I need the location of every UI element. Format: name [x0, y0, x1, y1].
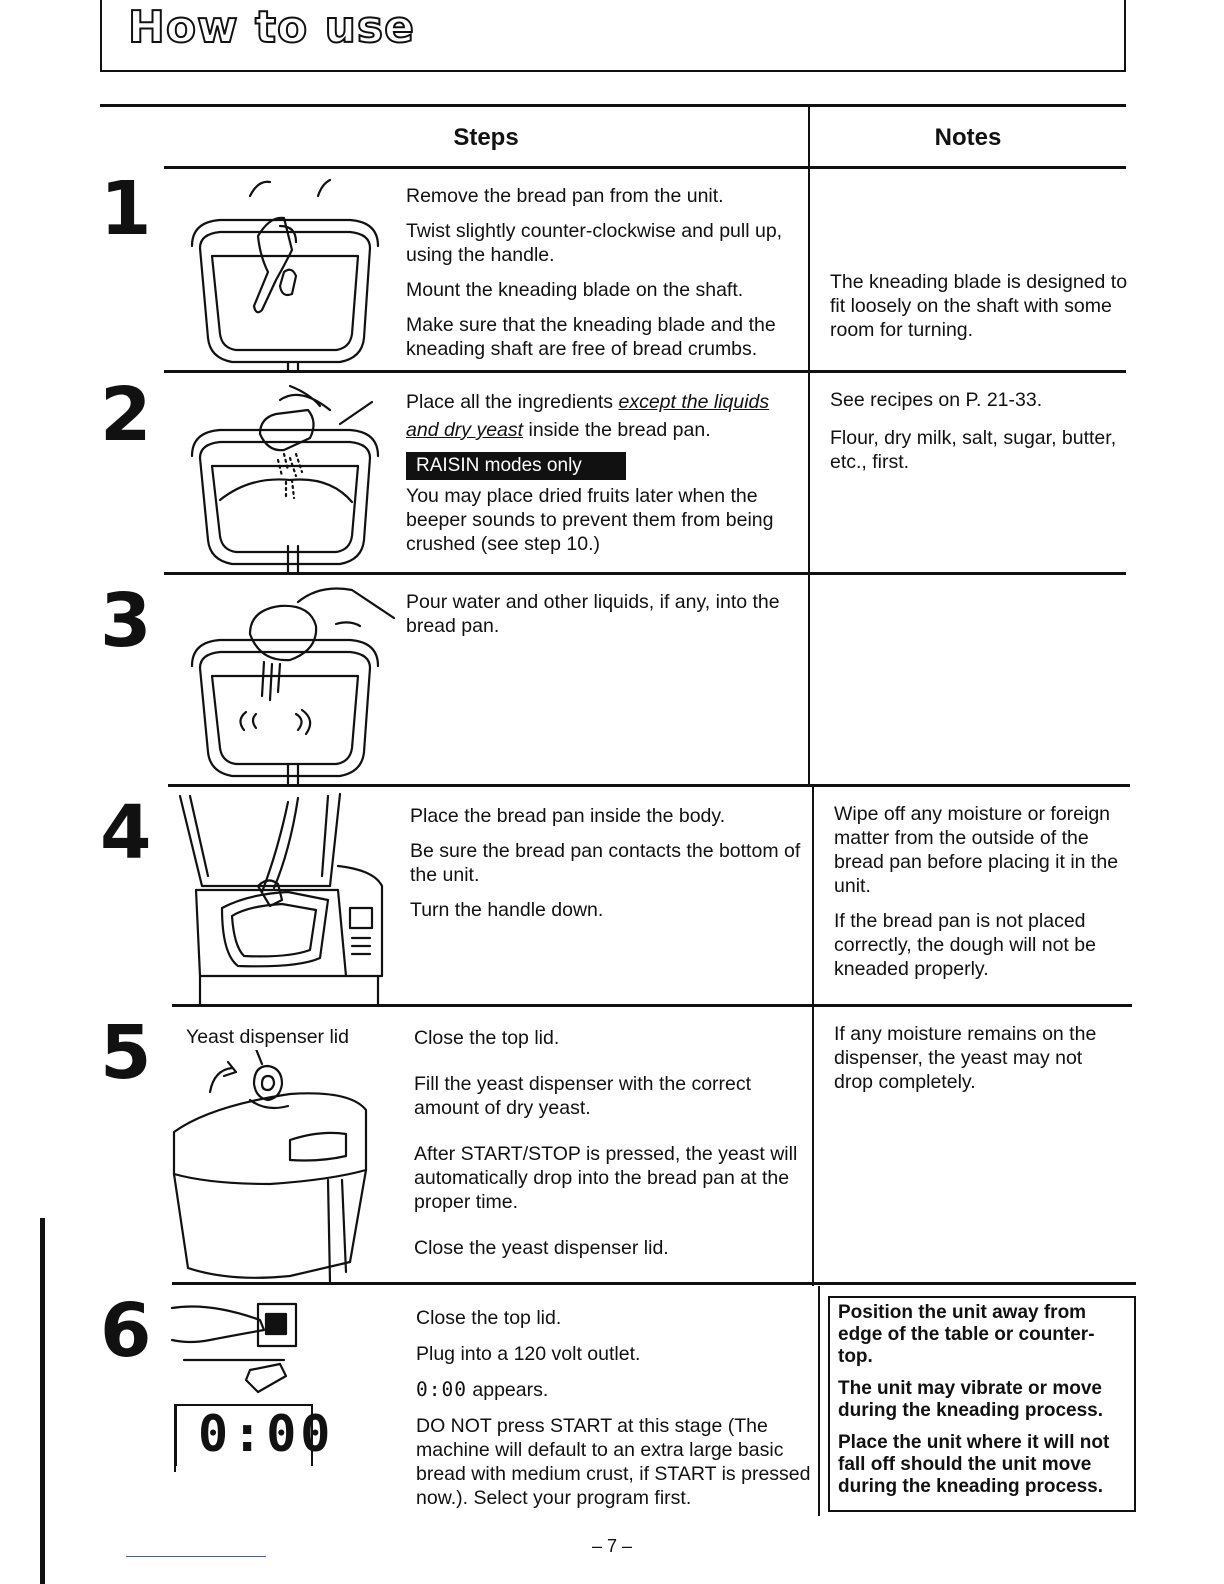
scan-mark-line — [126, 1556, 266, 1557]
page-number: – 7 – — [591, 1536, 633, 1556]
step-6-inline-display: 0:00 — [416, 1378, 467, 1401]
step-6-appears-text: appears. — [472, 1379, 549, 1401]
step-4-note-1: Wipe off any moisture or foreign matter from the outside of the bread pan before placing it in the unit. — [834, 803, 1119, 897]
page-title: How to use — [128, 2, 415, 53]
step-4-note-2: If the bread pan is not placed correctly, the dough will not be kneaded properly. — [834, 910, 1096, 980]
step-number-6: 6 — [100, 1288, 152, 1374]
safety-warning-box — [828, 1296, 1136, 1512]
step-2-emphasis: except the liquids and dry yeast — [406, 391, 770, 441]
step-2-note-2: Flour, dry milk, salt, sugar, butter, etc., first. — [830, 427, 1117, 473]
step-4-notes — [834, 802, 1126, 992]
row-rule-5 — [172, 1282, 1136, 1285]
row-rule-2 — [164, 572, 1126, 575]
step-1-note-1: The kneading blade is designed to fit loosely on the shaft with some room for turning. — [830, 271, 1128, 341]
step-2-notes — [830, 388, 1130, 485]
warning-2: The unit may vibrate or move during the kneading process. — [838, 1378, 1103, 1421]
step-number-4: 4 — [100, 790, 152, 876]
step-1-text — [406, 184, 806, 372]
step-5-notes — [834, 1022, 1126, 1105]
adding-ingredients-illustration — [180, 380, 395, 572]
plug-outlet-illustration — [170, 1300, 315, 1400]
step-5-line-4: Close the yeast dispenser lid. — [414, 1237, 669, 1259]
step-3-text — [406, 590, 806, 649]
step-6-line-1: Close the top lid. — [416, 1307, 562, 1329]
step-5-line-1: Close the top lid. — [414, 1027, 560, 1049]
pouring-water-illustration — [180, 580, 400, 784]
warning-3: Place the unit where it will not fall off should the unit move during the kneading process. — [838, 1432, 1110, 1497]
raisin-modes-badge: RAISIN modes only — [406, 452, 626, 480]
steps-column-header: Steps — [453, 124, 519, 151]
step-4-line-2: Be sure the bread pan contacts the bottom of the unit. — [410, 840, 801, 886]
lcd-display: 0:00 — [198, 1405, 335, 1463]
step-2-text — [406, 388, 806, 567]
step-4-line-3: Turn the handle down. — [410, 899, 604, 921]
yeast-dispenser-lid-label: Yeast dispenser lid — [186, 1026, 349, 1048]
step-5-line-2: Fill the yeast dispenser with the correct amount of dry yeast. — [414, 1073, 752, 1119]
column-divider-upper — [808, 106, 810, 786]
step-1-line-4: Make sure that the kneading blade and the kneading shaft are free of bread crumbs. — [406, 314, 776, 360]
yeast-dispenser-illustration — [170, 1050, 385, 1282]
step-2-raisin-text: You may place dried fruits later when the beeper sounds to prevent them from being crushed (see step 10.) — [406, 485, 774, 555]
step-1-line-1: Remove the bread pan from the unit. — [406, 185, 724, 207]
step-number-1: 1 — [100, 166, 152, 252]
step-6-line-2: Plug into a 120 volt outlet. — [416, 1343, 641, 1365]
step-1-line-2: Twist slightly counter-clockwise and pull up, using the handle. — [406, 220, 783, 266]
binding-edge-bar — [40, 1218, 45, 1584]
row-rule-4 — [172, 1004, 1132, 1007]
step-2-tail: inside the bread pan. — [528, 419, 711, 441]
notes-column-header: Notes — [934, 124, 1002, 151]
step-4-text — [410, 804, 810, 933]
step-number-2: 2 — [100, 372, 152, 458]
header-rule — [164, 166, 1126, 169]
title-box — [100, 0, 1126, 72]
step-6-line-4: DO NOT press START at this stage (The machine will default to an extra large basic bread with medium crust, if START is pressed now.). Select your program first. — [416, 1415, 811, 1509]
table-top-rule — [100, 104, 1126, 107]
step-1-notes — [830, 270, 1130, 353]
step-5-line-3: After START/STOP is pressed, the yeast will automatically drop into the bread pan at the proper time. — [414, 1143, 798, 1213]
step-2-note-1: See recipes on P. 21-33. — [830, 389, 1043, 411]
column-divider-lower — [818, 1286, 820, 1516]
step-5-text — [414, 1026, 814, 1271]
row-rule-3 — [168, 784, 1130, 787]
step-number-5: 5 — [100, 1010, 152, 1096]
lcd-left-edge — [174, 1404, 176, 1472]
step-6-text — [416, 1306, 816, 1521]
step-5-note-1: If any moisture remains on the dispenser, the yeast may not drop completely. — [834, 1023, 1097, 1093]
warning-1: Position the unit away from edge of the table or counter-top. — [838, 1302, 1095, 1367]
bread-pan-blade-illustration — [180, 176, 395, 370]
step-number-3: 3 — [100, 578, 152, 664]
step-4-line-1: Place the bread pan inside the body. — [410, 805, 726, 827]
step-1-line-3: Mount the kneading blade on the shaft. — [406, 279, 744, 301]
placing-pan-in-body-illustration — [178, 790, 393, 1004]
step-3-line-1: Pour water and other liquids, if any, into the bread pan. — [406, 591, 780, 637]
step-2-lead: Place all the ingredients — [406, 391, 614, 413]
